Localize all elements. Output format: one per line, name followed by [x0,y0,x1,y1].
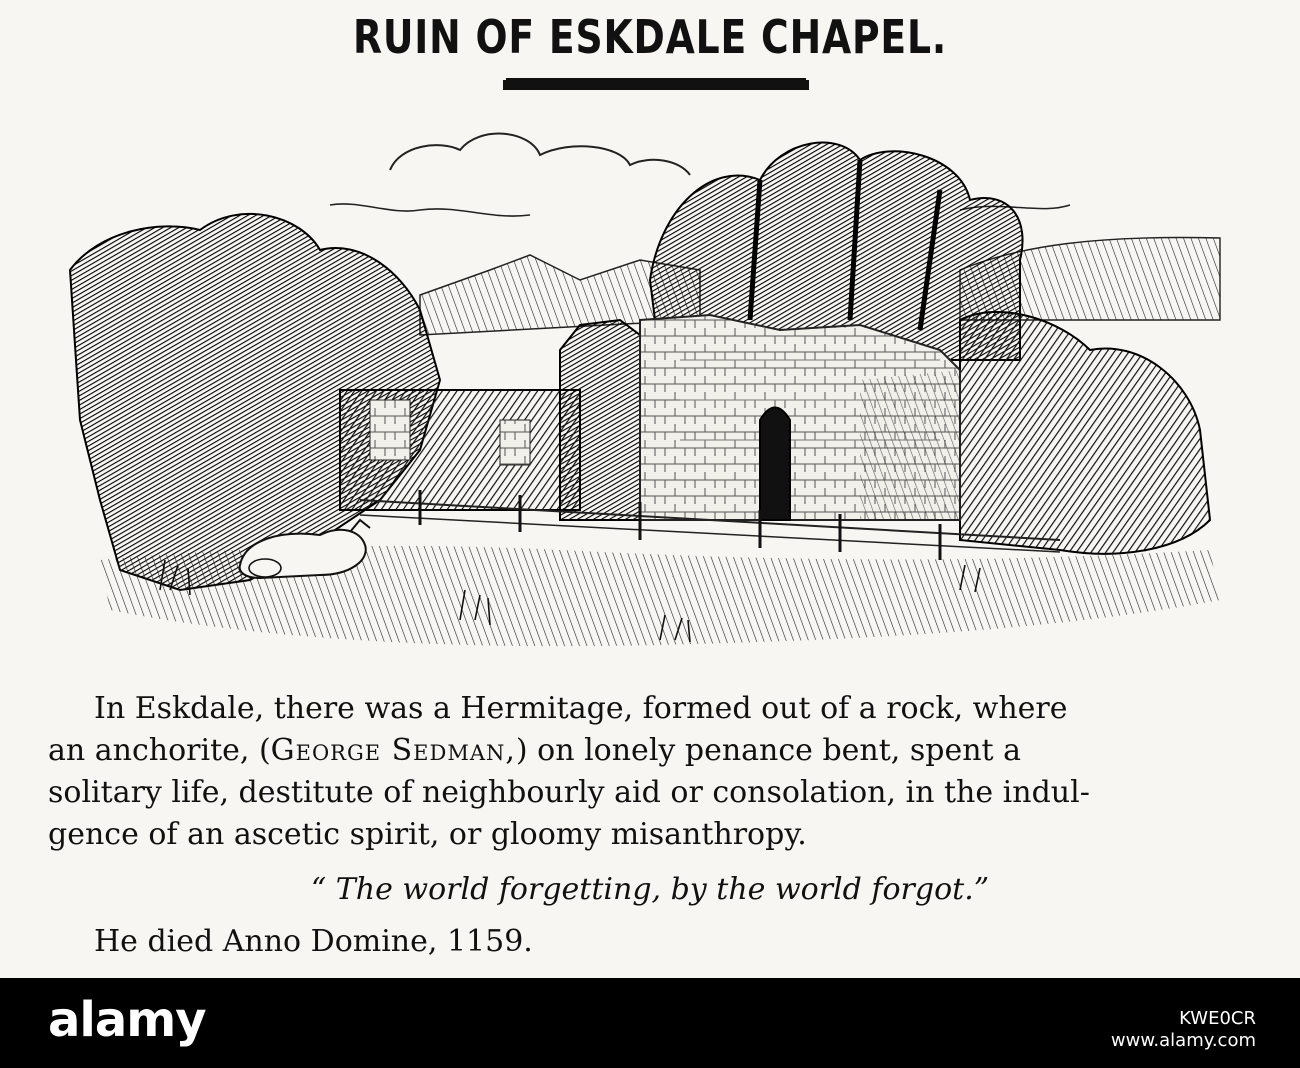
body-line-3: solitary life, destitute of neighbourly aid or consolation, in the indul- [48,775,1090,810]
body-line-4: gence of an ascetic spirit, or gloomy misanthropy. [48,817,807,852]
death-date-line: He died Anno Domine, 1159. [94,924,533,959]
body-line-2-end: ) on lonely penance bent, spent a [515,733,1022,768]
body-line-2-start: an anchorite, ( [48,733,271,768]
quotation: “ The world forgetting, by the world forgot.” [310,872,990,907]
body-paragraph [48,688,1243,856]
stock-site: www.alamy.com [1110,1030,1256,1051]
alamy-logo: alamy [48,992,206,1048]
person-name: George Sedman, [270,733,516,768]
body-line-1: In Eskdale, there was a Hermitage, formed out of a rock, where [94,691,1068,726]
stock-image-info [1111,1008,1256,1052]
body-line-2 [48,730,1243,772]
stock-watermark-bar [0,978,1300,1068]
page-title: RUIN OF ESKDALE CHAPEL. [352,10,948,64]
chapel-engraving-illustration [60,120,1230,665]
title-underline-rule [503,80,809,90]
image-id: KWE0CR [1179,1008,1256,1029]
